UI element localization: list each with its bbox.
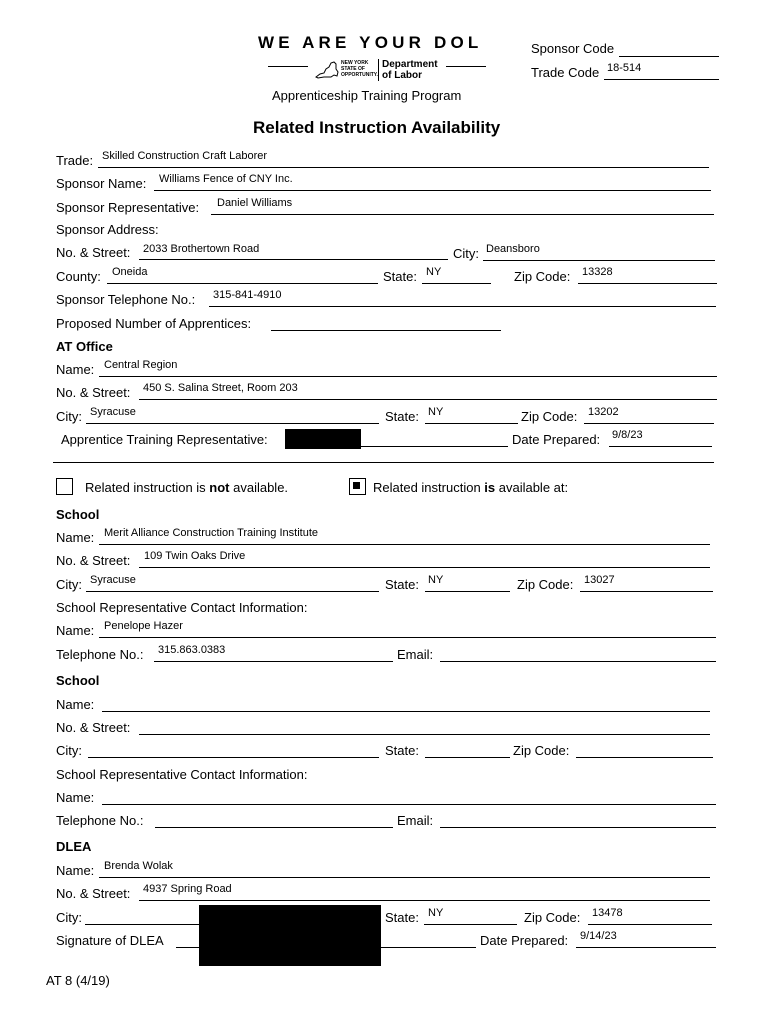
school1-zip-label: Zip Code: [517, 577, 574, 592]
school1-street-line[interactable] [139, 567, 710, 568]
sponsor-city-label: City: [453, 246, 479, 261]
apprentices-label: Proposed Number of Apprentices: [56, 316, 252, 331]
school2-email-line[interactable] [440, 827, 716, 828]
school1-heading: School [56, 507, 100, 522]
sponsor-rep-line[interactable] [211, 214, 714, 215]
sponsor-state-line[interactable] [422, 283, 491, 284]
at-office-state-label: State: [385, 409, 419, 424]
dlea-heading: DLEA [56, 839, 92, 854]
at-office-city-label: City: [56, 409, 82, 424]
new-york-state-outline-icon [314, 60, 340, 80]
school2-email-label: Email: [397, 813, 434, 828]
at-office-state-line[interactable] [425, 423, 518, 424]
at-office-name-value: Central Region [104, 359, 178, 371]
school1-phone-value: 315.863.0383 [158, 644, 226, 656]
available-checkbox[interactable] [349, 478, 366, 495]
dlea-city-label: City: [56, 910, 82, 925]
sponsor-state-label: State: [383, 269, 417, 284]
dlea-signature-line-left[interactable] [176, 947, 199, 948]
dlea-name-line[interactable] [99, 877, 710, 878]
school1-state-line[interactable] [425, 591, 510, 592]
sponsor-county-line[interactable] [107, 283, 378, 284]
school2-heading: School [56, 673, 100, 688]
school1-name-value: Merit Alliance Construction Training Institute [104, 527, 318, 539]
dlea-city-line[interactable] [85, 924, 200, 925]
sponsor-street-line[interactable] [139, 259, 448, 260]
dol-slogan: WE ARE YOUR DOL [258, 33, 483, 52]
school2-city-line[interactable] [88, 757, 379, 758]
school2-name-line[interactable] [102, 711, 710, 712]
sponsor-address-label: Sponsor Address: [56, 222, 159, 237]
sponsor-name-line[interactable] [154, 190, 711, 191]
school1-rep-name-label: Name: [56, 623, 95, 638]
sponsor-name-label: Sponsor Name: [56, 176, 147, 191]
school1-zip-value: 13027 [584, 574, 615, 586]
trade-code-label: Trade Code [531, 65, 600, 80]
logo-dept-text: Department of Labor [382, 59, 438, 81]
dlea-signature-line-right[interactable] [381, 947, 476, 948]
sponsor-city-value: Deansboro [486, 243, 540, 255]
school1-city-label: City: [56, 577, 82, 592]
at-office-heading: AT Office [56, 339, 113, 354]
not-available-checkbox[interactable] [56, 478, 73, 495]
sponsor-street-label: No. & Street: [56, 245, 131, 260]
dlea-name-value: Brenda Wolak [104, 860, 173, 872]
school1-zip-line[interactable] [580, 591, 713, 592]
sponsor-rep-label: Sponsor Representative: [56, 200, 200, 215]
nys-dol-logo [268, 58, 488, 84]
school1-street-value: 109 Twin Oaks Drive [144, 550, 246, 562]
school1-state-label: State: [385, 577, 419, 592]
trade-value: Skilled Construction Craft Laborer [102, 150, 268, 162]
school2-phone-line[interactable] [155, 827, 393, 828]
school2-zip-line[interactable] [576, 757, 713, 758]
dlea-signature-label: Signature of DLEA [56, 933, 164, 948]
dlea-state-label: State: [385, 910, 419, 925]
sponsor-city-line[interactable] [483, 260, 715, 261]
school2-contact-label: School Representative Contact Information: [56, 767, 308, 782]
school2-street-label: No. & Street: [56, 720, 131, 735]
sponsor-code-line[interactable] [619, 56, 719, 57]
dlea-date-label: Date Prepared: [480, 933, 569, 948]
school1-email-line[interactable] [440, 661, 716, 662]
dlea-zip-value: 13478 [592, 907, 623, 919]
school1-city-value: Syracuse [90, 574, 136, 586]
at-date-value: 9/8/23 [612, 429, 643, 441]
at-rep-line[interactable] [361, 446, 508, 447]
at-office-zip-value: 13202 [588, 406, 619, 418]
dlea-zip-line[interactable] [588, 924, 712, 925]
dlea-street-line[interactable] [139, 900, 710, 901]
sponsor-phone-line[interactable] [209, 306, 716, 307]
sponsor-phone-label: Sponsor Telephone No.: [56, 292, 196, 307]
dlea-street-label: No. & Street: [56, 886, 131, 901]
school2-state-label: State: [385, 743, 419, 758]
not-available-label: Related instruction is not available. [85, 480, 289, 495]
school1-city-line[interactable] [86, 591, 379, 592]
sponsor-zip-line[interactable] [578, 283, 717, 284]
school1-email-label: Email: [397, 647, 434, 662]
dlea-state-value: NY [428, 907, 444, 919]
apprentices-line[interactable] [271, 330, 501, 331]
school2-city-label: City: [56, 743, 82, 758]
program-name: Apprenticeship Training Program [272, 88, 462, 103]
school2-rep-name-line[interactable] [102, 804, 716, 805]
dlea-state-line[interactable] [424, 924, 517, 925]
sponsor-county-value: Oneida [112, 266, 148, 278]
school1-name-label: Name: [56, 530, 95, 545]
sponsor-rep-value: Daniel Williams [217, 197, 293, 209]
trade-code-value: 18-514 [607, 62, 642, 74]
school1-rep-name-value: Penelope Hazer [104, 620, 183, 632]
school2-state-line[interactable] [425, 757, 510, 758]
trade-label: Trade: [56, 153, 94, 168]
dlea-date-line[interactable] [576, 947, 716, 948]
sponsor-zip-label: Zip Code: [514, 269, 571, 284]
dlea-name-label: Name: [56, 863, 95, 878]
at-office-name-line[interactable] [99, 376, 717, 377]
dlea-redaction [199, 905, 381, 966]
sponsor-phone-value: 315-841-4910 [213, 289, 282, 301]
sponsor-code-label: Sponsor Code [531, 41, 615, 56]
at-date-label: Date Prepared: [512, 432, 601, 447]
dlea-street-value: 4937 Spring Road [143, 883, 232, 895]
dlea-date-value: 9/14/23 [580, 930, 617, 942]
school2-rep-name-label: Name: [56, 790, 95, 805]
form-title: Related Instruction Availability [253, 118, 501, 137]
at-office-street-label: No. & Street: [56, 385, 131, 400]
sponsor-name-value: Williams Fence of CNY Inc. [159, 173, 293, 185]
at-rep-label: Apprentice Training Representative: [61, 432, 268, 447]
at-office-zip-label: Zip Code: [521, 409, 578, 424]
school1-contact-label: School Representative Contact Information: [56, 600, 308, 615]
sponsor-county-label: County: [56, 269, 101, 284]
sponsor-street-value: 2033 Brothertown Road [143, 243, 260, 255]
school2-street-line[interactable] [139, 734, 710, 735]
school2-zip-label: Zip Code: [513, 743, 570, 758]
school1-street-label: No. & Street: [56, 553, 131, 568]
school1-phone-label: Telephone No.: [56, 647, 144, 662]
at-office-state-value: NY [428, 406, 444, 418]
at-office-city-line[interactable] [86, 423, 379, 424]
at-rep-redaction [285, 429, 361, 449]
trade-line[interactable] [98, 167, 709, 168]
at-office-street-line[interactable] [139, 399, 717, 400]
school2-phone-label: Telephone No.: [56, 813, 144, 828]
school1-rep-name-line[interactable] [99, 637, 716, 638]
section-divider [53, 462, 714, 463]
dlea-zip-label: Zip Code: [524, 910, 581, 925]
at-office-name-label: Name: [56, 362, 95, 377]
trade-code-line[interactable] [604, 79, 719, 80]
sponsor-state-value: NY [426, 266, 442, 278]
school1-state-value: NY [428, 574, 444, 586]
logo-state-text: NEW YORK STATE OF OPPORTUNITY. [341, 60, 378, 78]
sponsor-zip-value: 13328 [582, 266, 613, 278]
school1-name-line[interactable] [99, 544, 710, 545]
school1-phone-line[interactable] [154, 661, 393, 662]
school2-name-label: Name: [56, 697, 95, 712]
at-office-zip-line[interactable] [584, 423, 714, 424]
at-office-city-value: Syracuse [90, 406, 136, 418]
at-office-street-value: 450 S. Salina Street, Room 203 [143, 382, 298, 394]
available-label: Related instruction is available at: [373, 480, 569, 495]
at-date-line[interactable] [609, 446, 712, 447]
form-id: AT 8 (4/19) [46, 973, 110, 988]
